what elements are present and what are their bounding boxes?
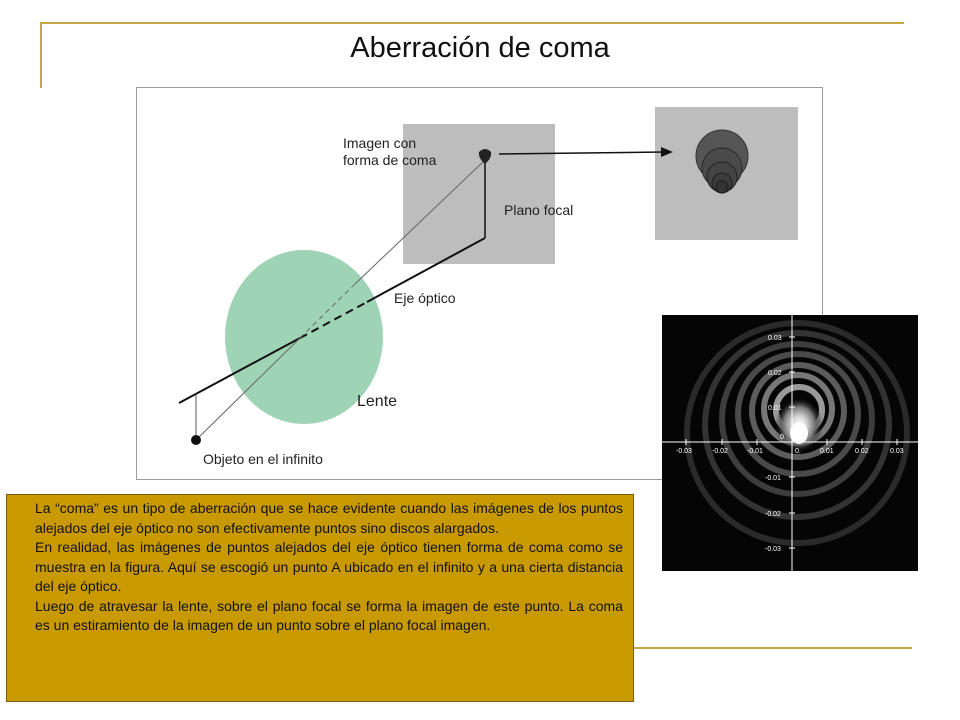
label-optical-axis: Eje óptico [394, 290, 456, 306]
explanation-textbox [6, 494, 634, 702]
top-accent-line [40, 22, 904, 24]
focal-plane [403, 124, 555, 264]
label-coma-image-2: forma de coma [343, 152, 437, 168]
psf-x-tick-label: -0.02 [712, 448, 728, 455]
psf-y-tick-label: 0 [780, 434, 784, 441]
psf-y-tick-label: 0.02 [768, 370, 782, 377]
psf-svg [662, 315, 918, 571]
psf-y-tick-label: -0.03 [765, 546, 781, 553]
label-coma-image-1: Imagen con [343, 135, 417, 151]
label-object: Objeto en el infinito [203, 451, 323, 467]
explanation-paragraph-2: En realidad, las imágenes de puntos alejados del eje óptico tienen forma de coma como se muestra en la figura. Aquí se escogió un punto A ubicado en el infinito y a una cierta distancia del eje óptico. [35, 539, 623, 594]
psf-x-tick-label: -0.01 [747, 448, 763, 455]
psf-x-tick-label: 0.01 [820, 448, 834, 455]
psf-y-tick-label: -0.02 [765, 511, 781, 518]
psf-y-tick-label: -0.01 [765, 475, 781, 482]
psf-x-tick-label: 0. [795, 448, 801, 455]
label-lens: Lente [357, 393, 398, 410]
label-focal-plane: Plano focal [504, 202, 574, 218]
psf-x-tick-label: 0.03 [890, 448, 904, 455]
psf-x-tick-label: -0.03 [676, 448, 692, 455]
psf-peak [790, 422, 808, 444]
explanation-paragraph-1: La “coma” es un tipo de aberración que se hace evidente cuando las imágenes de los puntos alejados del eje óptico no son efectivamente puntos sino discos alargados. [35, 500, 623, 536]
psf-y-tick-label: 0.03 [768, 335, 782, 342]
psf-y-tick-label: 0.01 [768, 405, 782, 412]
object-point [191, 435, 201, 445]
coma-psf-plot [662, 315, 918, 571]
slide-title: Aberración de coma [350, 32, 610, 64]
explanation-paragraph-3: Luego de atravesar la lente, sobre el plano focal se forma la imagen de este punto. La coma es un estiramiento de la imagen de un punto sobre el plano focal imagen. [35, 597, 623, 633]
psf-x-tick-label: 0.02 [855, 448, 869, 455]
